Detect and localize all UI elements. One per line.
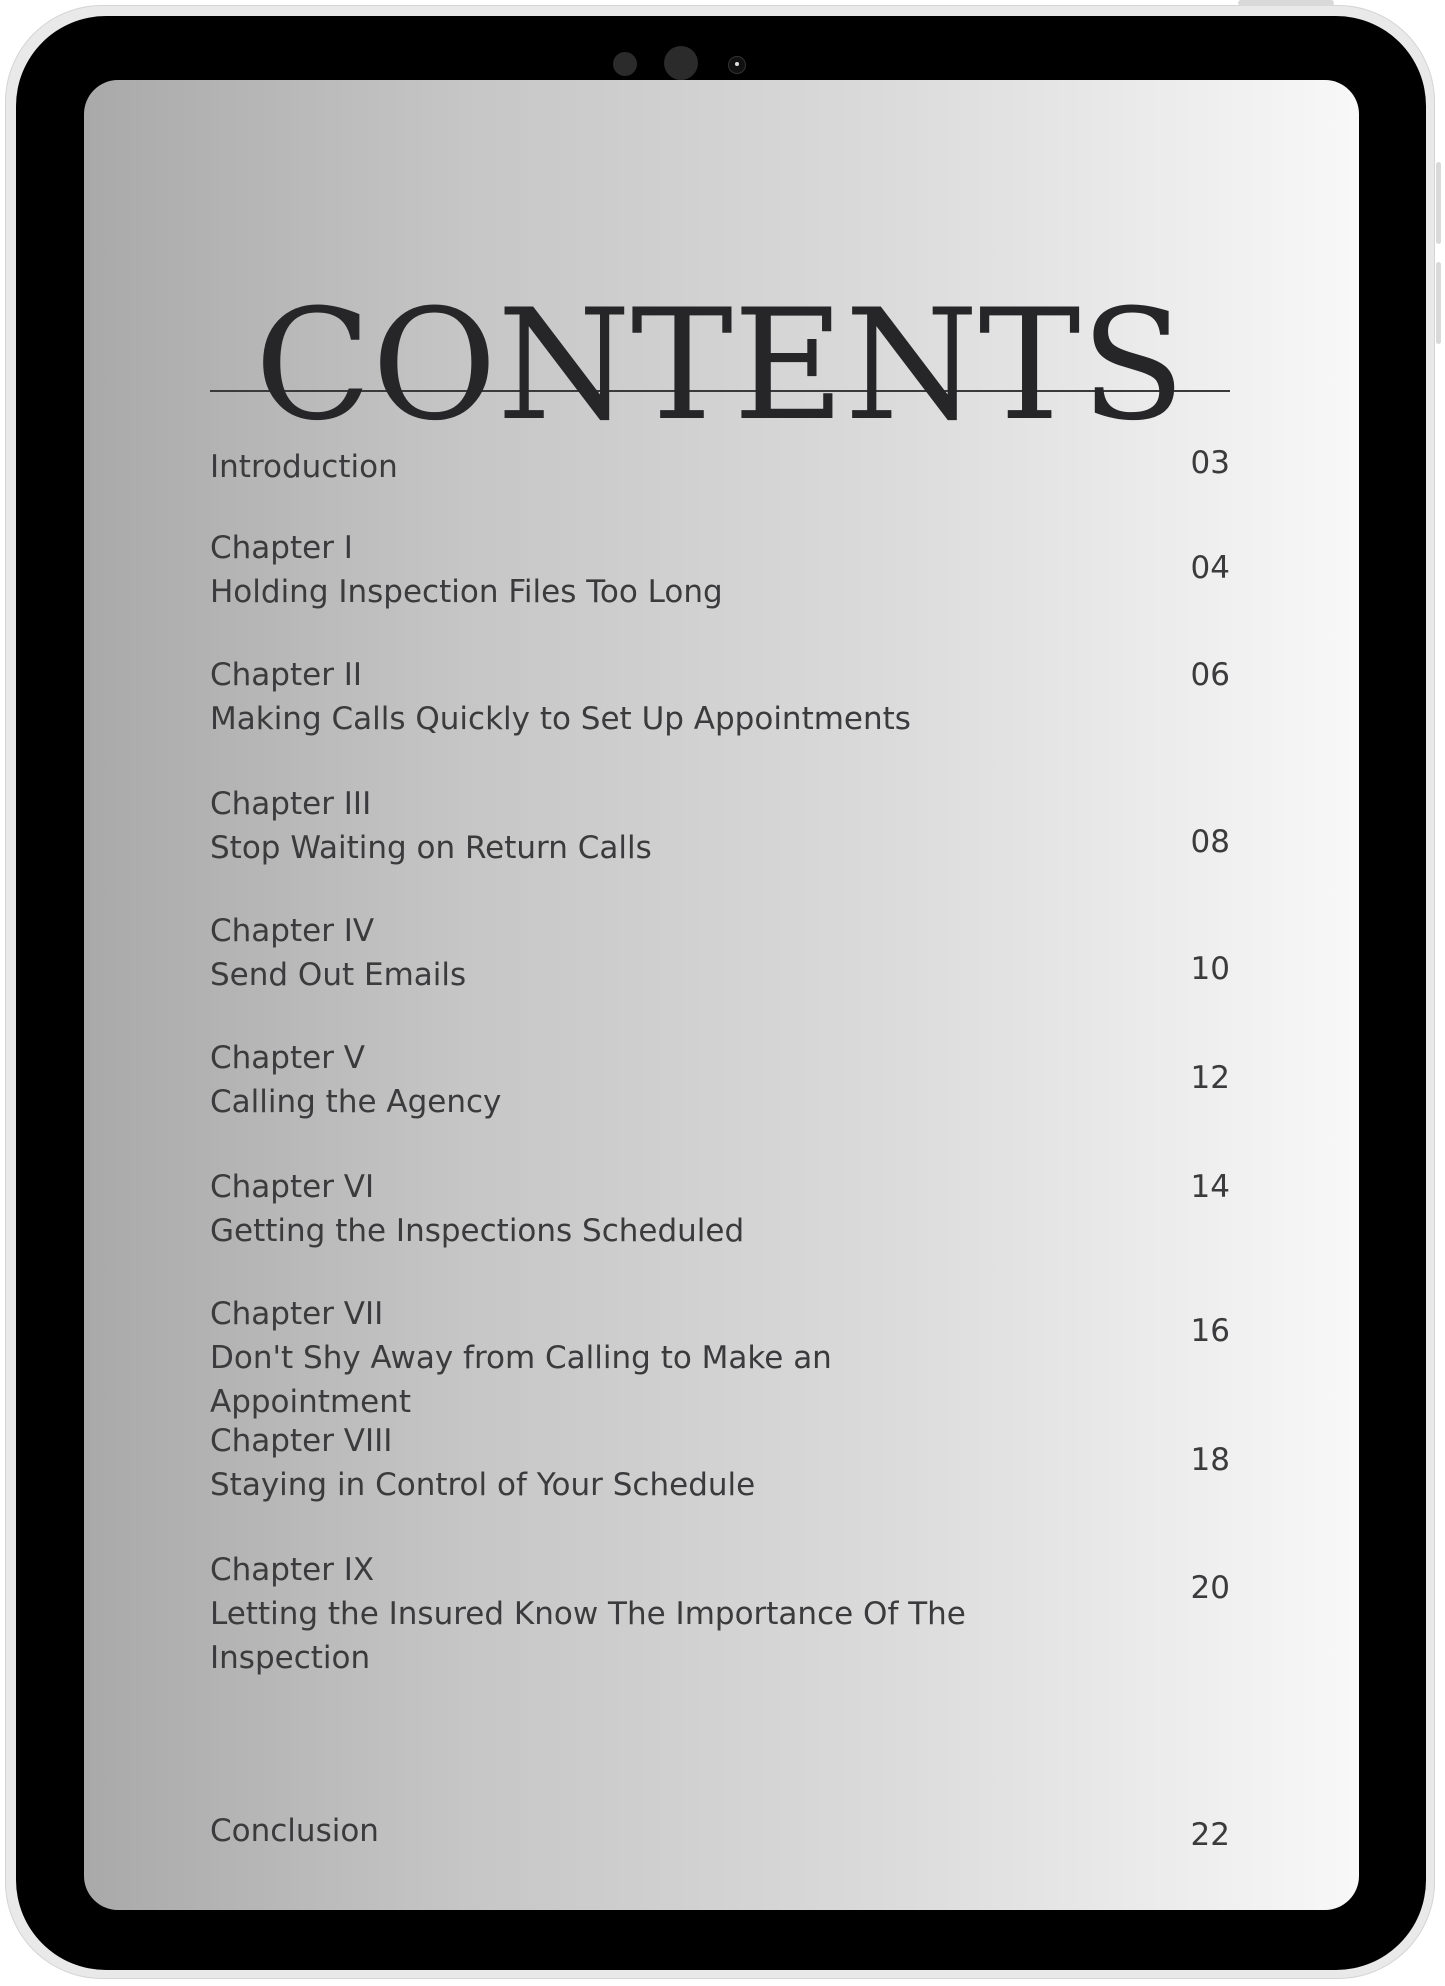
page-number: 20 — [1190, 1570, 1230, 1606]
toc-entry-chapter-2[interactable] — [210, 653, 1230, 741]
volume-down-button — [1436, 262, 1441, 344]
entry-heading: Chapter IV — [210, 913, 375, 949]
entry-heading: Chapter V — [210, 1040, 365, 1076]
toc-entry-chapter-1[interactable] — [210, 526, 1230, 614]
page-number: 04 — [1190, 550, 1230, 586]
page-number: 03 — [1190, 445, 1230, 481]
entry-subtitle: Calling the Agency — [210, 1084, 502, 1120]
tablet-screen — [84, 80, 1359, 1910]
toc-entry-chapter-8[interactable] — [210, 1419, 1230, 1507]
toc-entry-chapter-3[interactable] — [210, 782, 1230, 870]
power-button — [1238, 0, 1334, 6]
toc-entry-chapter-7[interactable] — [210, 1292, 1230, 1424]
entry-subtitle: Making Calls Quickly to Set Up Appointments — [210, 701, 911, 737]
page-title: CONTENTS — [254, 277, 1186, 455]
toc-entry-chapter-4[interactable] — [210, 909, 1230, 997]
toc-entry-chapter-6[interactable] — [210, 1165, 1230, 1253]
volume-up-button — [1436, 162, 1441, 244]
toc-entry-conclusion[interactable] — [210, 1809, 1230, 1853]
entry-heading: Chapter VII — [210, 1296, 384, 1332]
entry-heading: Chapter I — [210, 530, 353, 566]
entry-subtitle: Don't Shy Away from Calling to Make an Appointment — [210, 1340, 832, 1420]
toc-entry-chapter-9[interactable] — [210, 1548, 1230, 1680]
entry-subtitle: Staying in Control of Your Schedule — [210, 1467, 756, 1503]
entry-heading: Chapter VI — [210, 1169, 375, 1205]
page-number: 06 — [1190, 657, 1230, 693]
entry-heading: Chapter VIII — [210, 1423, 393, 1459]
entry-heading: Introduction — [210, 449, 398, 485]
page-number: 18 — [1190, 1442, 1230, 1478]
contents-title — [210, 277, 1230, 455]
page-number: 14 — [1190, 1169, 1230, 1205]
entry-subtitle: Getting the Inspections Scheduled — [210, 1213, 745, 1249]
entry-subtitle: Holding Inspection Files Too Long — [210, 574, 723, 610]
entry-subtitle: Stop Waiting on Return Calls — [210, 830, 652, 866]
page-number: 08 — [1190, 824, 1230, 860]
camera-icon — [664, 46, 698, 80]
sensor-icon — [613, 52, 637, 76]
flash-icon — [728, 56, 746, 74]
entry-heading: Chapter II — [210, 657, 363, 693]
page-number: 10 — [1190, 951, 1230, 987]
page-number: 22 — [1190, 1817, 1230, 1853]
entry-heading: Conclusion — [210, 1813, 379, 1849]
page-number: 16 — [1190, 1313, 1230, 1349]
entry-heading: Chapter IX — [210, 1552, 375, 1588]
page-number: 12 — [1190, 1060, 1230, 1096]
entry-subtitle: Letting the Insured Know The Importance Of The Inspection — [210, 1596, 966, 1676]
entry-subtitle: Send Out Emails — [210, 957, 467, 993]
entry-heading: Chapter III — [210, 786, 372, 822]
toc-entry-introduction[interactable] — [210, 445, 1230, 489]
toc-entry-chapter-5[interactable] — [210, 1036, 1230, 1124]
